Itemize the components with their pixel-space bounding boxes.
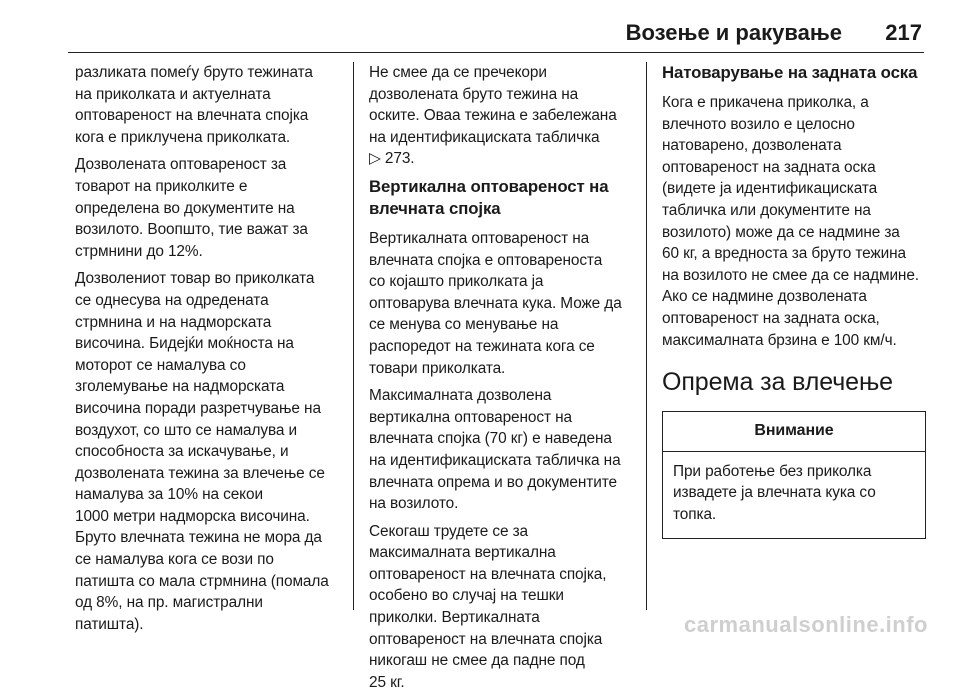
paragraph: Дозволениот товар во приколката се однесува на одредената стрмнина и на надморската височина. Бидејќи моќноста на моторот се намалува со зголемување на надморската височина поради разретчување на воздухот, со што се намалува и способноста за искачување, и дозволената тежина за влечење се намалува за 10% на секои 1000 метри надморска височина. Бруто влечната тежина не мора да се намалува кога се вози по патишта со мала стрмнина (помала од 8%, на пр. магистрални патишта). [75,270,329,633]
column-3 [662,62,928,539]
column-divider [646,62,647,610]
paragraph: Вертикалната оптовареност на влечната спојка е оптовареноста со којашто приколката ја оптоварува влечната кука. Може да се менува со менување на распоредот на тежината кога се товари приколката. [369,229,622,377]
warning-box [662,411,926,538]
paragraph: Дозволената оптовареност за товарот на приколките е определена во документите на возилото. Воопшто, тие важат за стрмнини до 12%. [75,156,308,260]
paragraph: Максималната дозволена вертикална оптовареност на влечната спојка (70 кг) е наведена на идентификациската табличка на влечната опрема и во документите на возилото. [369,387,621,513]
page-header [0,0,960,56]
paragraph: Секогаш трудете се за максималната вертикална оптовареност на влечната спојка, особено во случај на тешки приколки. Вертикалната оптовареност на влечната спојка никогаш не смее да падне под 25 кг. [369,522,607,691]
header-rule [68,52,924,53]
column-1 [75,62,351,641]
subheading-vertical-load: Вертикална оптовареност на влечната спојка [369,176,609,218]
paragraph: разликата помеѓу бруто тежината на приколката и актуелната оптовареност на влечната спојка кога е приклучена приколката. [75,64,313,146]
warning-title: Внимание [663,412,925,452]
section-heading-towing-equipment: Опрема за влечење [662,368,893,397]
column-2 [369,62,633,699]
watermark: carmanualsonline.info [684,612,928,637]
warning-text: При работење без приколка извадете ја влечната кука со топка. [673,462,876,523]
paragraph: Не смее да се пречекори дозволената бруто тежина на оските. Оваа тежина е забележана на идентификациската табличка ▷ 273. [369,64,617,168]
section-title: Возење и ракување [625,20,842,45]
column-divider [353,62,354,610]
paragraph: Кога е прикачена приколка, а влечното возило е целосно натоварено, дозволената оптовареност на задната оска (видете ја идентификациската табличка или документите на возилото) може да се надмине за 60 кг, а вредноста за бруто тежина на возилото не смее да се надмине. Ако се надмине дозволената оптовареност на задната оска, максималната брзина е 100 км/ч. [662,94,919,349]
page-number: 217 [885,20,922,45]
subheading-rear-axle: Натоварување на задната оска [662,63,918,82]
